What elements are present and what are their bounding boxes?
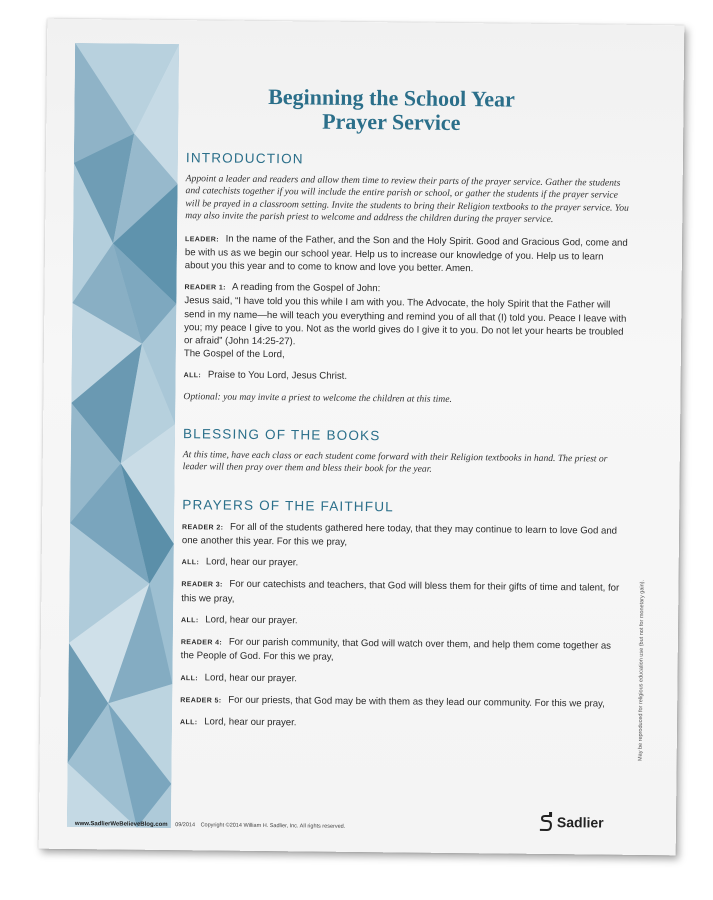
prayer-response	[180, 671, 625, 690]
response-text: Lord, hear our prayer.	[205, 614, 298, 627]
all-role: ALL:	[183, 372, 202, 380]
all-role: ALL:	[179, 719, 198, 727]
intention-text: For our parish community, that God will watch over them, and help them come together as the People of God. For this we pray,	[180, 636, 612, 664]
footer	[75, 821, 475, 831]
prayer-intention	[182, 520, 627, 552]
footer-site-link[interactable]: www.SadlierWeBelieveBlog.com	[74, 821, 168, 828]
intention-text: For our catechists and teachers, that God will bless them for their gifts of time and talent, for this we pray,	[181, 579, 620, 605]
all-role: ALL:	[180, 674, 199, 682]
prayer-response	[180, 715, 625, 734]
all-role: ALL:	[181, 617, 199, 625]
optional-note: Optional: you may invite a priest to welcome the children at this time.	[183, 390, 452, 405]
all-response-part	[184, 369, 629, 388]
footer-copyright: Copyright ©2014 William H. Sadlier, Inc. All rights reserved.	[200, 822, 346, 830]
prayer-intention	[180, 693, 625, 712]
response-text: Lord, hear our prayer.	[204, 671, 298, 684]
introduction-heading: INTRODUCTION	[185, 150, 304, 167]
reader1-role: READER 1:	[184, 284, 226, 292]
title-line-1: Beginning the School Year	[268, 84, 516, 112]
decorative-triangle-stripe	[67, 43, 179, 828]
prayer-response	[182, 555, 627, 574]
leader-role: LEADER:	[185, 235, 220, 244]
main-content	[180, 150, 631, 742]
response-text: Lord, hear our prayer.	[205, 556, 299, 569]
sadlier-logo	[539, 811, 619, 834]
sadlier-logo-icon	[539, 812, 553, 832]
title-line-2: Prayer Service	[322, 108, 461, 136]
prayer-intention	[181, 635, 626, 667]
prayer-intention	[181, 578, 626, 610]
blessing-instructions: At this time, have each class or each student come forward with their Religion textbooks in hand. The priest or leader will then pray over them and bless their book for the year.	[182, 449, 608, 476]
reproduction-note: May be reproduced for religious education use (but not for monetary gain).	[637, 579, 646, 761]
intention-text: For all of the students gathered here today, that they may continue to learn to love God and one another this year. For this we pray,	[181, 521, 618, 548]
reader-role: READER 5:	[180, 696, 222, 705]
prayer-response	[181, 613, 626, 632]
footer-date: 09/2014	[175, 822, 196, 829]
gospel-reading: Jesus said, “I have told you this while I am with you. The Advocate, the holy Spirit that the Father will send in my name—he will teach you everything and remind you of all that (I) told you. Peace I leave with you; my peace I give to you. Not as the world gives do I give it to you. Do not let your hearts be troubled or afraid” (John 14:25-27).	[183, 295, 627, 348]
gospel-close: The Gospel of the Lord,	[183, 348, 285, 361]
reader-role: READER 2:	[182, 524, 224, 532]
worksheet-page	[39, 19, 685, 856]
intention-text: For our priests, that God may be with them as they lead our community. For this we pray,	[228, 694, 605, 710]
all-response: Praise to You Lord, Jesus Christ.	[207, 369, 348, 383]
reader1-part	[184, 280, 630, 365]
reader-role: READER 3:	[181, 581, 223, 590]
page-title	[196, 84, 586, 136]
prayers-heading: PRAYERS OF THE FAITHFUL	[182, 497, 394, 515]
blessing-heading: BLESSING OF THE BOOKS	[182, 426, 381, 444]
reader-role: READER 4:	[180, 639, 223, 647]
reader1-intro: A reading from the Gospel of John:	[231, 281, 381, 295]
leader-part	[185, 232, 630, 277]
leader-text: In the name of the Father, and the Son and the Holy Spirit. Good and Gracious God, come and be with us as we begin our school year. Help us to increase our knowledge of you. Help us to learn about you this year and to come to know and love you better. Amen.	[184, 233, 628, 275]
response-text: Lord, hear our prayer.	[204, 716, 297, 729]
introduction-instructions: Appoint a leader and readers and allow them time to review their parts of the prayer service. Gather the students and catechists together if you will include the entire parish or school, or gather the students if the prayer service will be prayed in a classroom setting. Invite the students to bring their Religion textbooks to the prayer service. You may also invite the parish priest to welcome and address the children during the prayer service.	[185, 173, 629, 226]
all-role: ALL:	[181, 559, 200, 567]
sadlier-logo-text: Sadlier	[556, 814, 604, 831]
